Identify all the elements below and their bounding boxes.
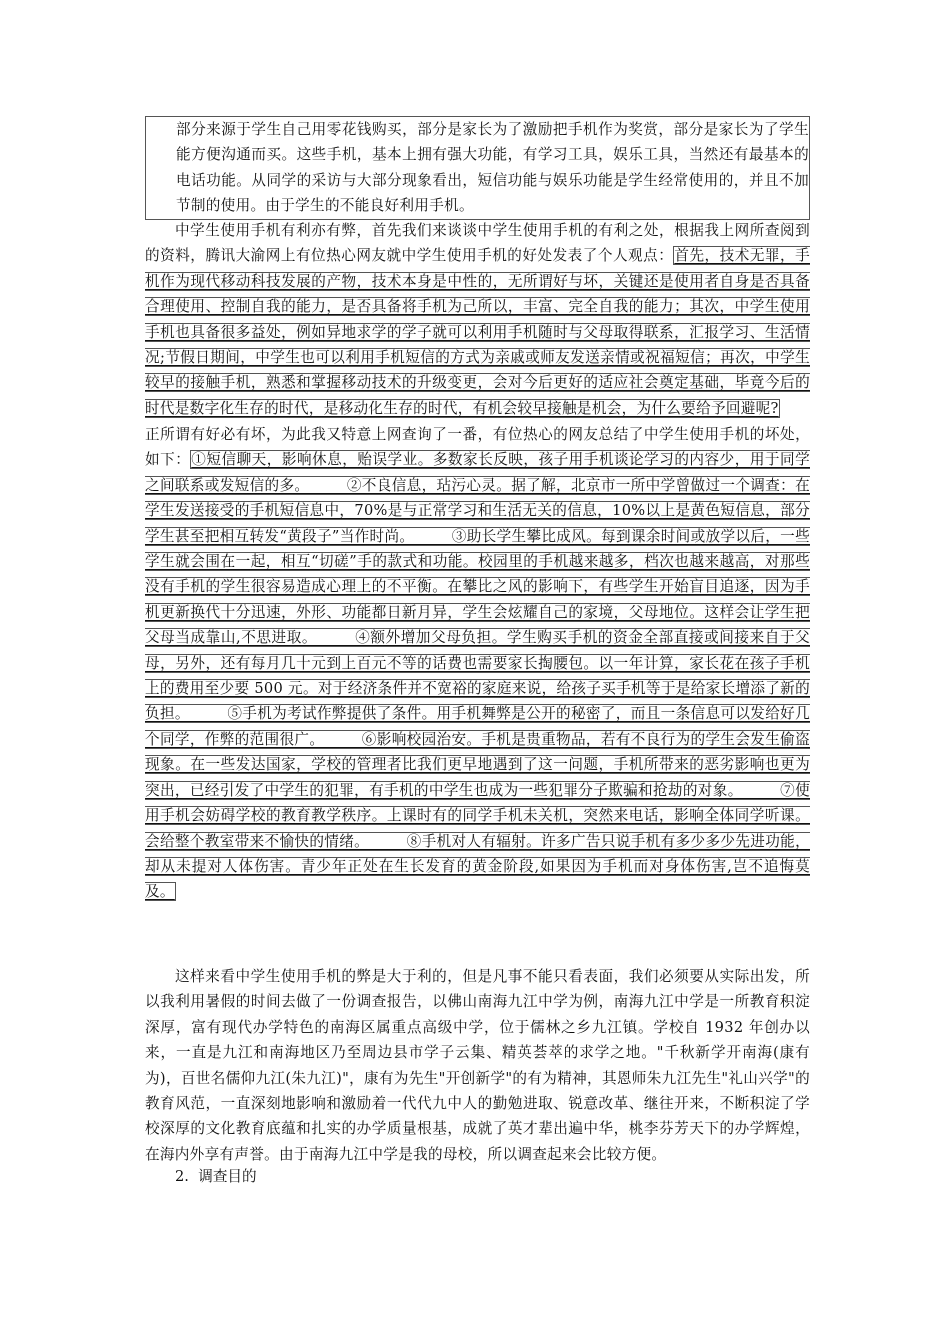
disadvantages-list: ①短信聊天，影响休息，贻误学业。多数家长反映，孩子用手机谈论学习的内容少，用于同学之间联系或发短信的多。 ②不良信息，玷污心灵。据了解，北京市一所中学曾做过一个调查：在学生发送接受的手机短信息中，70%是与正常学习和生活无关的信息，10%以上是黄色短信息，部分学生甚至把相互转发“黄段子”当作时尚。 ③助长学生攀比成风。每到课余时间或放学以后，一些学生就会围在一起，相互“切磋”手的款式和功能。校园里的手机越来越多，档次也越来越高，对那些没有手机的学生很容易造成心理上的不平衡。在攀比之风的影响下，有些学生开始盲目追逐，因为手机更新换代十分迅速，外形、功能都日新月异，学生会炫耀自己的家境，父母地位。这样会让学生把父母当成靠山,不思进取。 ④额外增加父母负担。学生购买手机的资金全部直接或间接来自于父母，另外，还有每月几十元到上百元不等的话费也需要家长掏腰包。以一年计算，家长花在孩子手机上的费用至少要 500 元。对于经济条件并不宽裕的家庭来说，给孩子买手机等于是给家长增添了新的负担。 ⑤手机为考试作弊提供了条件。用手机舞弊是公开的秘密了，而且一条信息可以发给好几个同学，作弊的范围很广。 ⑥影响校园治安。手机是贵重物品，若有不良行为的学生会发生偷盗现象。在一些发达国家，学校的管理者比我们更早地遇到了这一问题，手机所带来的恶劣影响也更为突出，已经引发了中学生的犯罪，有手机的中学生也成为一些犯罪分子欺骗和抢劫的对象。 ⑦使用手机会妨碍学校的教育教学秩序。上课时有的同学手机未关机，突然来电话，影响全体同学听课。会给整个教室带来不愉快的情绪。 ⑧手机对人有辐射。许多广告只说手机有多少多少先进功能，却从未提对人体伤害。青少年正处在生长发育的黄金阶段,如果因为手机而对身体伤害,岂不追悔莫及。 — [145, 451, 810, 901]
paragraph-disadvantages — [145, 422, 810, 905]
advantages-intro: 中学生使用手机有利亦有弊，首先我们来谈谈中学生使用手机的有利之处，根据我上网所查阅到的资料，腾讯大渝网上有位热心网友就中学生使用手机的好处发表了个人观点： — [145, 222, 810, 265]
section-title: 调查目的 — [198, 1168, 257, 1185]
advantages-quote: 首先，技术无罪，手机作为现代移动科技发展的产物，技术本身是中性的，无所谓好与坏，关键还是使用者自身是否具备合理使用、控制自我的能力，是否具备将手机为己所以，丰富、完全自我的能力；其次，中学生使用手机也具备很多益处，例如异地求学的学子就可以利用手机随时与父母取得联系，汇报学习、生活情况;节假日期间，中学生也可以利用手机短信的方式为亲戚或师友发送亲情或祝福短信；再次，中学生较早的接触手机，熟悉和掌握移动技术的升级变更，会对今后更好的适应社会奠定基础，毕竟今后的时代是数字化生存的时代，是移动化生存的时代，有机会较早接触是机会，为什么要给予回避呢? — [145, 247, 810, 417]
paragraph-advantages — [145, 218, 810, 421]
paragraph-survey-school — [145, 964, 810, 1167]
survey-school-text: 这样来看中学生使用手机的弊是大于利的，但是凡事不能只看表面，我们必须要从实际出发，所以我利用暑假的时间去做了一份调查报告，以佛山南海九江中学为例，南海九江中学是一所教育积淀深厚，富有现代办学特色的南海区属重点高级中学，位于儒林之乡九江镇。学校自 1932 年创办以来，一直是九江和南海地区乃至周边县市学子云集、精英荟萃的求学之地。"千秋新学开南海(康有为)，百世名儒仰九江(朱九江)"，康有为先生"开创新学"的有为精神，其恩师朱九江先生"礼山兴学"的教育风范，一直深刻地影响和激励着一代代九中人的勤勉进取、锐意改革、继往开来，不断积淀了学校深厚的文化教育底蕴和扎实的办学质量根基，成就了英才辈出遍中华，桃李芬芳天下的办学辉煌，在海内外享有声誉。由于南海九江中学是我的母校，所以调查起来会比较方便。 — [145, 968, 810, 1163]
section-heading — [175, 1165, 257, 1186]
disadvantages-intro: 正所谓有好必有坏，为此我又特意上网查询了一番，有位热心的网友总结了中学生使用手机的坏处，如下： — [145, 426, 810, 469]
paragraph-phone-sources-text: 部分来源于学生自己用零花钱购买，部分是家长为了激励把手机作为奖赏，部分是家长为了学生能方便沟通而买。这些手机，基本上拥有强大功能，有学习工具，娱乐工具，当然还有最基本的电话功能。从同学的采访与大部分现象看出，短信功能与娱乐功能是学生经常使用的，并且不加节制的使用。由于学生的不能良好利用手机。 — [176, 121, 809, 215]
section-number: 2. — [175, 1168, 189, 1185]
paragraph-phone-sources — [145, 116, 810, 220]
